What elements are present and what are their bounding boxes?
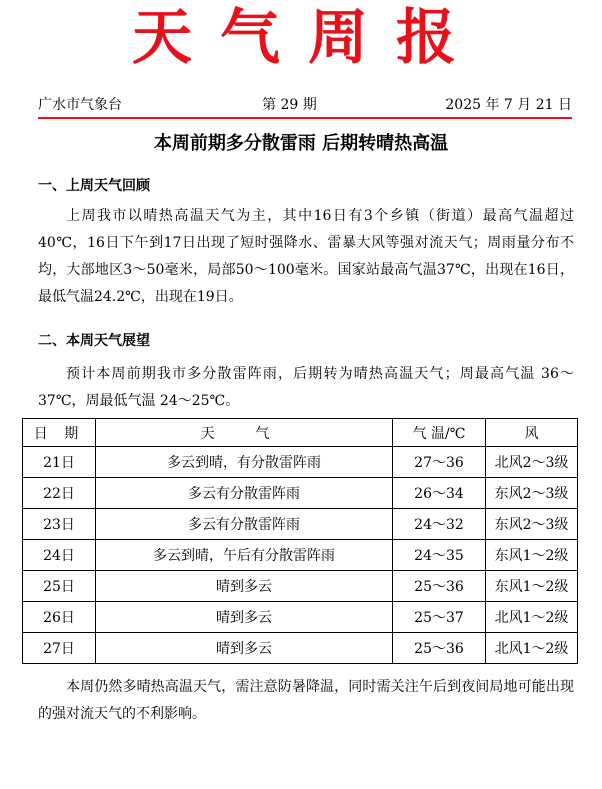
cell-date: 27日 <box>23 633 96 664</box>
cell-wind: 东风1～2级 <box>486 540 578 571</box>
cell-temp: 25～36 <box>393 633 486 664</box>
cell-weather: 多云到晴，有分散雷阵雨 <box>96 447 393 478</box>
cell-date: 26日 <box>23 602 96 633</box>
cell-weather: 多云到晴，午后有分散雷阵雨 <box>96 540 393 571</box>
cell-wind: 北风1～2级 <box>486 633 578 664</box>
cell-weather: 多云有分散雷阵雨 <box>96 509 393 540</box>
cell-temp: 24～32 <box>393 509 486 540</box>
cell-date: 22日 <box>23 478 96 509</box>
cell-temp: 27～36 <box>393 447 486 478</box>
closing-paragraph: 本周仍然多晴热高温天气，需注意防暑降温，同时需关注午后到夜间局地可能出现的强对流天气的不利影响。 <box>38 679 574 722</box>
cell-temp: 24～35 <box>393 540 486 571</box>
table-row <box>23 602 578 633</box>
header-date: 日 期 <box>23 419 96 447</box>
cell-date: 23日 <box>23 509 96 540</box>
issuing-unit: 广水市气象台 <box>38 97 122 113</box>
cell-wind: 东风1～2级 <box>486 571 578 602</box>
cell-weather: 多云有分散雷阵雨 <box>96 478 393 509</box>
header-temp: 气 温/℃ <box>393 419 486 447</box>
cell-date: 21日 <box>23 447 96 478</box>
table-header-row <box>23 419 578 447</box>
table-row <box>23 633 578 664</box>
masthead-title: 天气周报 <box>132 3 484 73</box>
cell-temp: 25～36 <box>393 571 486 602</box>
cell-date: 24日 <box>23 540 96 571</box>
issue-date: 2025 年 7 月 21 日 <box>445 97 572 113</box>
table-row <box>23 540 578 571</box>
cell-weather: 晴到多云 <box>96 571 393 602</box>
cell-date: 25日 <box>23 571 96 602</box>
cell-temp: 26～34 <box>393 478 486 509</box>
cell-wind: 北风2～3级 <box>486 447 578 478</box>
table-row <box>23 509 578 540</box>
section-title-outlook: 二、本周天气展望 <box>38 333 150 349</box>
table-row <box>23 447 578 478</box>
review-paragraph: 上周我市以晴热高温天气为主，其中16日有3个乡镇（街道）最高气温超过40℃，16日下午到17日出现了短时强降水、雷暴大风等强对流天气；周雨量分布不均，大部地区3～50毫米，局部50～100毫米。国家站最高气温37℃，出现在16日，最低气温24.2℃，出现在19日。 <box>38 208 574 305</box>
cell-wind: 东风2～3级 <box>486 509 578 540</box>
section-title-review: 一、上周天气回顾 <box>38 178 150 194</box>
cell-temp: 25～37 <box>393 602 486 633</box>
forecast-table <box>22 418 578 664</box>
issue-info-line <box>38 95 572 115</box>
issue-number: 第 29 期 <box>262 97 317 113</box>
cell-wind: 北风1～2级 <box>486 602 578 633</box>
outlook-paragraph: 预计本周前期我市多分散雷阵雨，后期转为晴热高温天气；周最高气温 36～37℃，周最低气温 24～25℃。 <box>38 366 574 409</box>
table-row <box>23 478 578 509</box>
cell-weather: 晴到多云 <box>96 633 393 664</box>
header-wind: 风 <box>486 419 578 447</box>
headline: 本周前期多分散雷雨 后期转晴热高温 <box>153 133 449 154</box>
cell-weather: 晴到多云 <box>96 602 393 633</box>
table-row <box>23 571 578 602</box>
red-divider <box>38 117 572 119</box>
cell-wind: 东风2～3级 <box>486 478 578 509</box>
header-weather: 天 气 <box>96 419 393 447</box>
